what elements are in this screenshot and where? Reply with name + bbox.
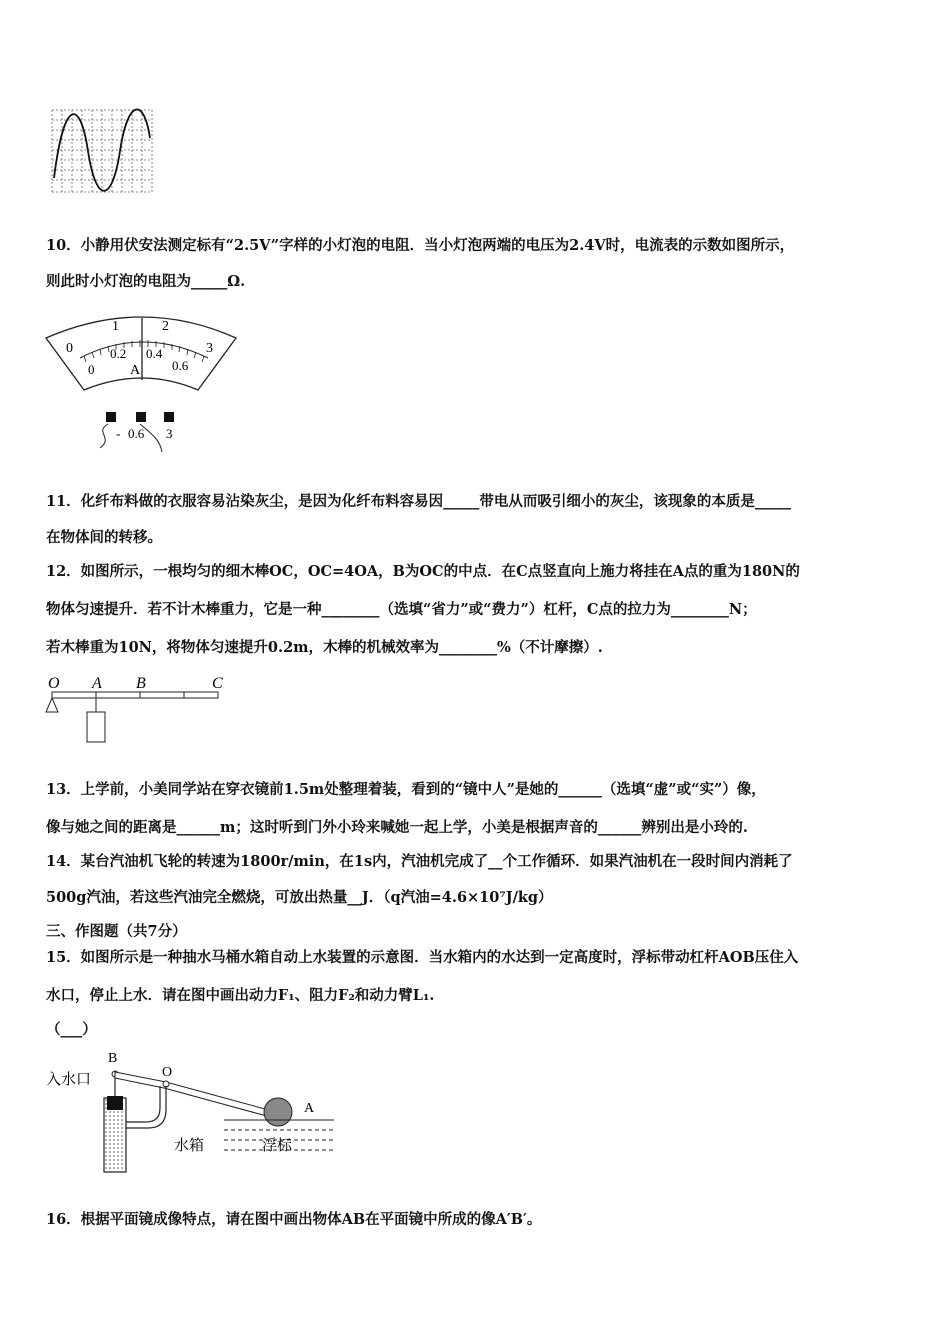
question-10-line-2: 则此时小灯泡的电阻为_____Ω. <box>46 273 246 290</box>
question-15-line-2: 水口，停止上水．请在图中画出动力F₁、阻力F₂和动力臂L₁. <box>46 987 435 1004</box>
question-12-line-1: 12．如图所示，一根均匀的细木棒OC，OC=4OA，B为OC的中点．在C点竖直向上施力将挂在A点的重为180N的 <box>46 563 800 580</box>
question-14-line-1: 14．某台汽油机飞轮的转速为1800r/min，在1s内，汽油机完成了__个工作循环．如果汽油机在一段时间内消耗了 <box>46 853 793 870</box>
terminal-0-6 <box>136 412 146 422</box>
ammeter-bottom-2: 0.4 <box>146 346 163 361</box>
tank-label: 水箱 <box>174 1138 205 1154</box>
question-13-line-2: 像与她之间的距离是______m；这时听到门外小玲来喊她一起上学，小美是根据声音的______辨别出是小玲的. <box>46 819 748 836</box>
oscilloscope-wave-figure <box>50 108 154 196</box>
label-B: B <box>108 1051 118 1066</box>
ammeter-bottom-1: 0.2 <box>110 346 127 361</box>
terminal-label-negative: - <box>116 426 121 441</box>
inlet-label: 入水口 <box>46 1072 92 1088</box>
float-ball <box>264 1098 292 1126</box>
lever-label-A: A <box>92 675 102 692</box>
question-15-answer-blank: （___） <box>46 1021 97 1038</box>
lever-label-O: O <box>48 675 60 692</box>
terminal-3 <box>164 412 174 422</box>
label-O: O <box>162 1065 173 1080</box>
lever-figure <box>44 672 234 750</box>
lever-label-C: C <box>212 675 223 692</box>
terminal-label-3: 3 <box>166 426 173 441</box>
float-label: 浮标 <box>262 1138 293 1154</box>
question-13-line-1: 13．上学前，小美同学站在穿衣镜前1.5m处整理着装，看到的“镜中人”是她的______（选填“虚”或“实”）像， <box>46 781 766 798</box>
terminal-label-0-6: 0.6 <box>128 426 145 441</box>
ammeter-top-0: 0 <box>66 341 73 356</box>
ammeter-top-2: 2 <box>162 319 169 334</box>
pivot-triangle <box>46 698 58 712</box>
question-12-line-3: 若木棒重为10N，将物体匀速提升0.2m，木棒的机械效率为________%（不计摩擦）. <box>46 639 603 656</box>
question-11-line-2: 在物体间的转移。 <box>46 529 162 546</box>
question-10-line-1: 10．小静用伏安法测定标有“2.5V”字样的小灯泡的电阻．当小灯泡两端的电压为2.4V时，电流表的示数如图所示， <box>46 237 795 254</box>
terminal-negative <box>106 412 116 422</box>
lever-label-B: B <box>136 675 146 692</box>
hanging-weight <box>87 712 105 742</box>
question-16-line-1: 16．根据平面镜成像特点，请在图中画出物体AB在平面镜中所成的像A′B′。 <box>46 1211 542 1228</box>
label-A: A <box>304 1101 315 1116</box>
ammeter-figure <box>44 304 240 454</box>
oscilloscope-grid <box>52 110 152 192</box>
ammeter-unit: A <box>130 363 141 378</box>
support-pipe-inner <box>126 1086 160 1122</box>
ammeter-top-3: 3 <box>206 341 213 356</box>
section-3-heading: 三、作图题（共7分） <box>46 923 187 940</box>
wire-left <box>100 424 108 448</box>
ammeter-scale-arc <box>80 342 208 358</box>
question-14-line-2: 500g汽油，若这些汽油完全燃烧，可放出热量__J．（q汽油=4.6×10⁷J/kg） <box>46 889 553 906</box>
inlet-stopper <box>107 1096 123 1110</box>
question-12-line-2: 物体匀速提升．若不计木棒重力，它是一种________（选填“省力”或“费力”）杠杆，C点的拉力为________N； <box>46 601 757 618</box>
ammeter-top-1: 1 <box>112 319 119 334</box>
question-11-line-1: 11．化纤布料做的衣服容易沾染灰尘，是因为化纤布料容易因_____带电从而吸引细小的灰尘，该现象的本质是_____ <box>46 493 792 510</box>
lever-AOB <box>115 1072 276 1118</box>
toilet-tank-figure <box>44 1046 344 1176</box>
question-15-line-1: 15．如图所示是一种抽水马桶水箱自动上水装置的示意图．当水箱内的水达到一定高度时，浮标带动杠杆AOB压住入 <box>46 949 799 966</box>
ammeter-bottom-3: 0.6 <box>172 358 189 373</box>
ammeter-bottom-0: 0 <box>88 362 95 377</box>
lever-stick <box>52 692 218 698</box>
